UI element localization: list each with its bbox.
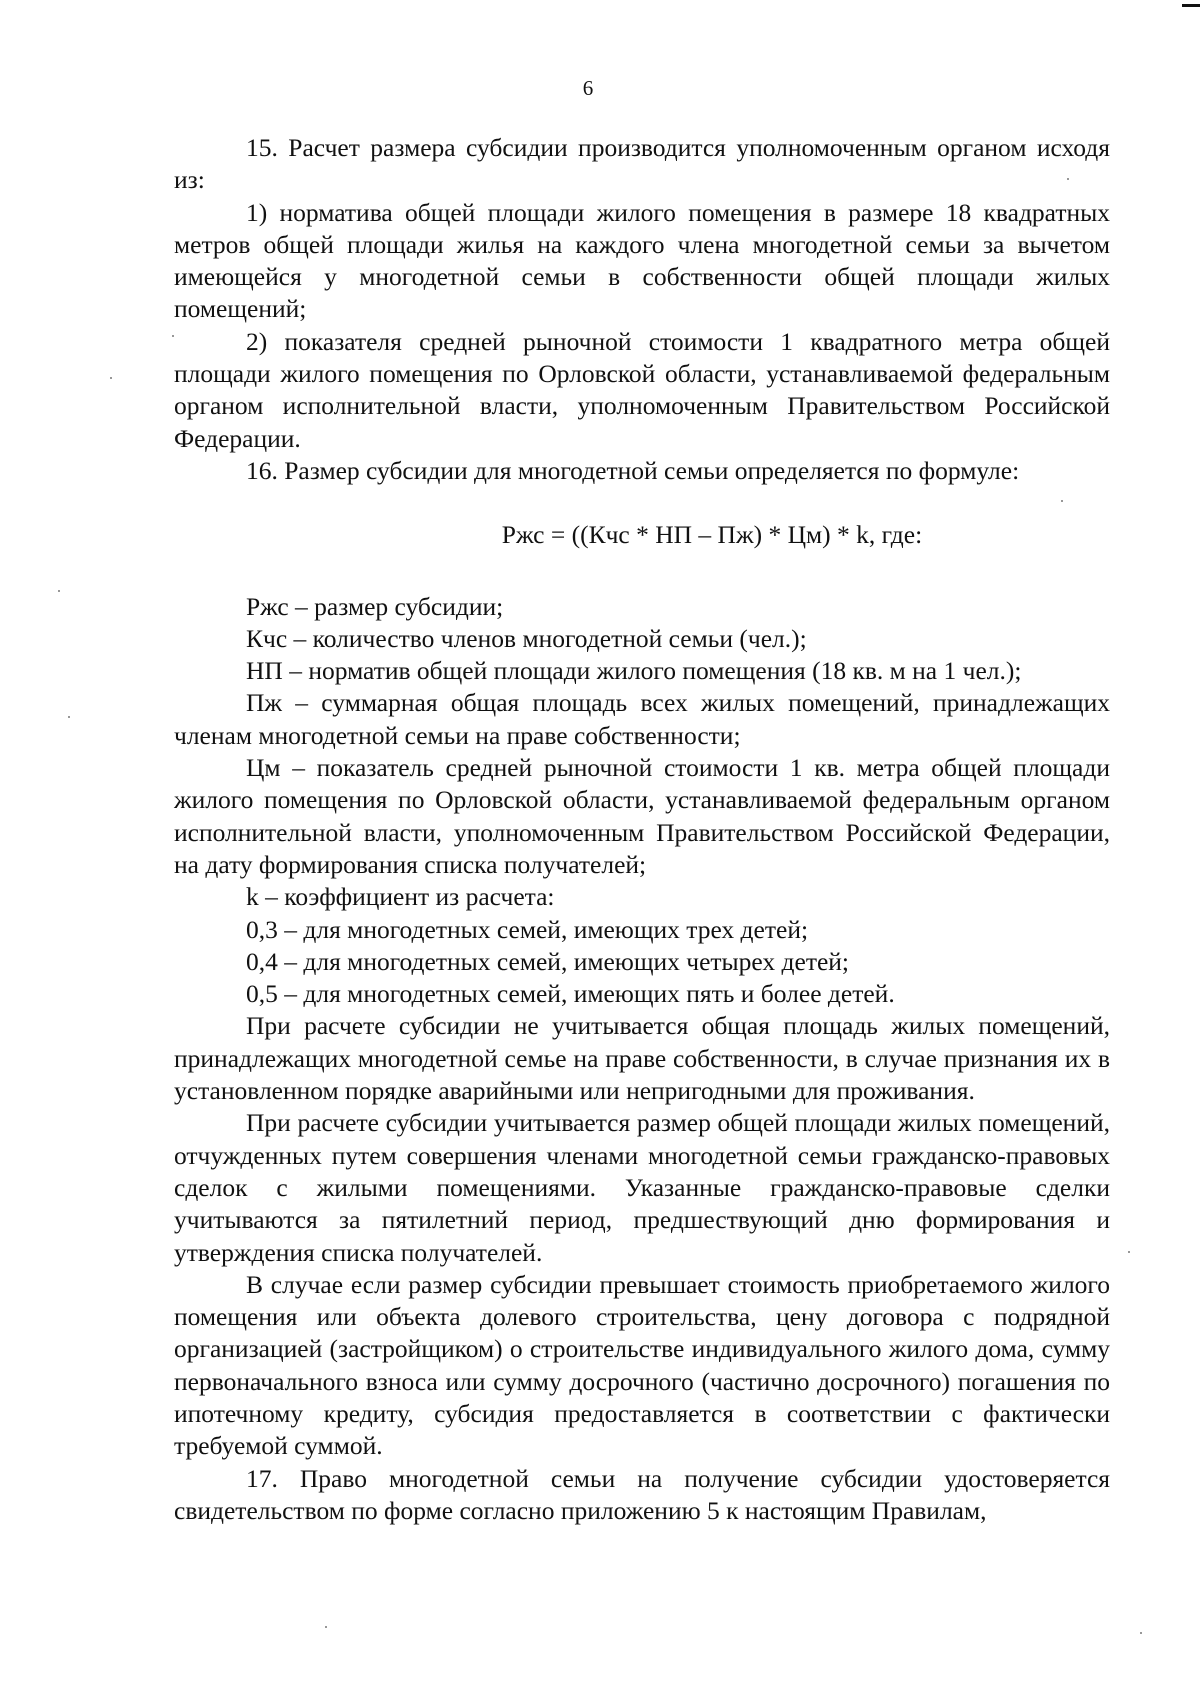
scan-speck [58,590,60,592]
paragraph-16: 16. Размер субсидии для многодетной семьи определяется по формуле: [246,455,1020,485]
paragraph-15-item-2: 2) показателя средней рыночной стоимости 1 квадратного метра общей площади жилого помещения по Орловской области, устанавливаемой федеральным органом исполнительной власти, уполномоченным Правительством Российской Федерации. [174,326,1110,453]
paragraph-15: 15. Расчет размера субсидии производится уполномоченным органом исходя из: [174,133,1110,195]
document-body [174,132,1110,1527]
scan-speck [1061,500,1063,502]
definition-rzhs: Ржс – размер субсидии; [246,591,504,621]
definition-pzh: Пж – суммарная общая площадь всех жилых помещений, принадлежащих членам многодетной семьи на праве собственности; [174,688,1110,750]
scan-speck [68,716,70,718]
scan-speck [1128,1251,1130,1253]
scan-speck [1067,178,1069,180]
paragraph-emergency-housing: При расчете субсидии не учитывается общая площадь жилых помещений, принадлежащих многодетной семье на праве собственности, в случае признания их в установленном порядке аварийными или непригодными для проживания. [174,1011,1110,1106]
paragraph-subsidy-excess: В случае если размер субсидии превышает стоимость приобретаемого жилого помещения или объекта долевого строительства, цену договора с подрядной организацией (застройщиком) о строительстве индивидуального жилого дома, сумму первоначального взноса или сумму досрочного (частично досрочного) погашения по ипотечному кредиту, субсидия предоставляется в соответствии с фактически требуемой суммой. [174,1269,1110,1461]
scan-speck [1140,1632,1142,1634]
scan-edge-mark [1182,4,1200,7]
scan-speck [110,377,112,379]
subsidy-formula: Ржс = ((Кчс * НП – Пж) * Цм) * k, где: [501,520,923,550]
coefficient-three-children: 0,3 – для многодетных семей, имеющих трех детей; [246,914,809,944]
coefficient-five-children: 0,5 – для многодетных семей, имеющих пять и более детей. [246,979,895,1009]
paragraph-17: 17. Право многодетной семьи на получение субсидии удостоверяется свидетельством по форме согласно приложению 5 к настоящим Правилам, [174,1463,1110,1525]
paragraph-15-item-1: 1) норматива общей площади жилого помещения в размере 18 квадратных метров общей площади жилья на каждого члена многодетной семьи за вычетом имеющейся у многодетной семьи в собственности общей площади жилых помещений; [174,197,1110,324]
definition-np: НП – норматив общей площади жилого помещения (18 кв. м на 1 чел.); [246,656,1022,686]
coefficient-four-children: 0,4 – для многодетных семей, имеющих четырех детей; [246,946,850,976]
definition-tsm: Цм – показатель средней рыночной стоимости 1 кв. метра общей площади жилого помещения по Орловской области, устанавливаемой федеральным органом исполнительной власти, уполномоченным Правительством Российской Федерации, на дату формирования списка получателей; [174,753,1110,879]
scan-speck [172,335,174,337]
definition-kchs: Кчс – количество членов многодетной семьи (чел.); [246,623,807,653]
scan-speck [325,1626,327,1628]
page-number: 6 [582,76,594,100]
paragraph-alienated-housing: При расчете субсидии учитывается размер общей площади жилых помещений, отчужденных путем совершения членами многодетной семьи гражданско-правовых сделок с жилыми помещениями. Указанные гражданско-правовые сделки учитываются за пятилетний период, предшествующий дню формирования и утверждения списка получателей. [174,1108,1110,1267]
definition-k: k – коэффициент из расчета: [246,882,555,912]
